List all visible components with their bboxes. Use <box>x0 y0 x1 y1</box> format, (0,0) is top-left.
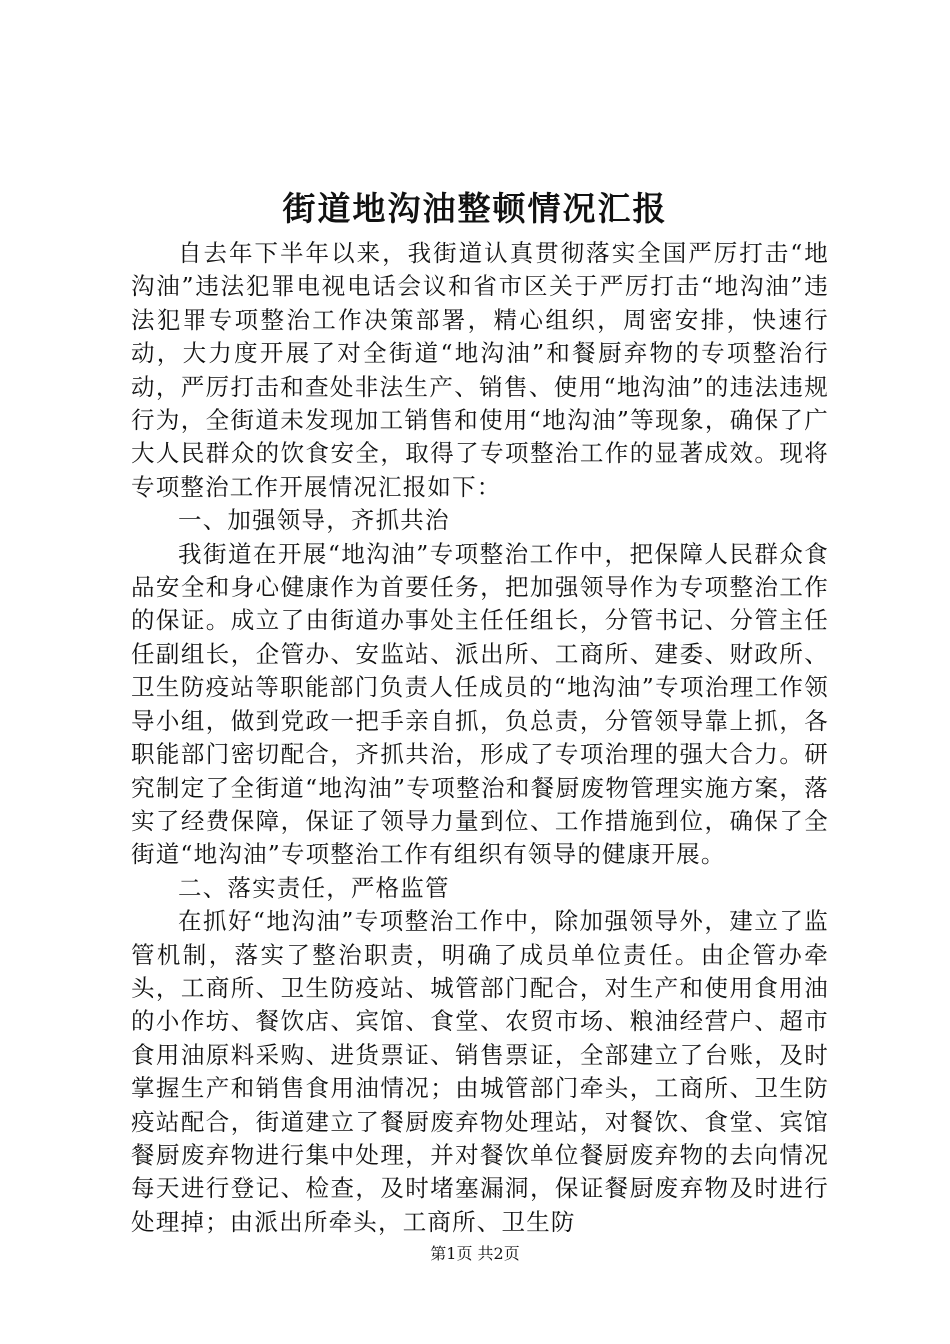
document-title: 街道地沟油整顿情况汇报 <box>282 189 668 228</box>
paragraph-section-1: 我街道在开展“地沟油”专项整治工作中，把保障人民群众食品安全和身心健康作为首要任务，把加强领导作为专项整治工作的保证。成立了由街道办事处主任任组长，分管书记、分管主任任副组长，企管办、安监站、派出所、工商所、建委、财政所、卫生防疫站等职能部门负责人任成员的“地沟油”专项治理工作领导小组，做到党政一把手亲自抓，负总责，分管领导靠上抓，各职能部门密切配合，齐抓共治，形成了专项治理的强大合力。研究制定了全街道“地沟油”专项整治和餐厨废物管理实施方案，落实了经费保障，保证了领导力量到位、工作措施到位，确保了全街道“地沟油”专项整治工作有组织有领导的健康开展。 <box>131 539 829 869</box>
paragraph-intro: 自去年下半年以来，我街道认真贯彻落实全国严厉打击“地沟油”违法犯罪电视电话会议和省市区关于严厉打击“地沟油”违法犯罪专项整治工作决策部署，精心组织，周密安排，快速行动，大力度开展了对全街道“地沟油”和餐厨弃物的专项整治行动，严厉打击和查处非法生产、销售、使用“地沟油”的违法违规行为，全街道未发现加工销售和使用“地沟油”等现象，确保了广大人民群众的饮食安全，取得了专项整治工作的显著成效。现将专项整治工作开展情况汇报如下： <box>131 239 829 501</box>
section-heading-1: 一、加强领导，齐抓共治 <box>178 506 450 535</box>
page-footer: 第1页 共2页 <box>430 1244 520 1263</box>
paragraph-section-2: 在抓好“地沟油”专项整治工作中，除加强领导外，建立了监管机制，落实了整治职责，明确了成员单位责任。由企管办牵头，工商所、卫生防疫站、城管部门配合，对生产和使用食用油的小作坊、餐饮店、宾馆、食堂、农贸市场、粮油经营户、超市食用油原料采购、进货票证、销售票证，全部建立了台账，及时掌握生产和销售食用油情况；由城管部门牵头，工商所、卫生防疫站配合，街道建立了餐厨废弃物处理站，对餐饮、食堂、宾馆餐厨废弃物进行集中处理，并对餐饮单位餐厨废弃物的去向情况每天进行登记、检查，及时堵塞漏洞，保证餐厨废弃物及时进行处理掉；由派出所牵头，工商所、卫生防 <box>131 907 829 1236</box>
document-body <box>131 237 829 1239</box>
section-heading-2: 二、落实责任，严格监管 <box>178 873 450 902</box>
